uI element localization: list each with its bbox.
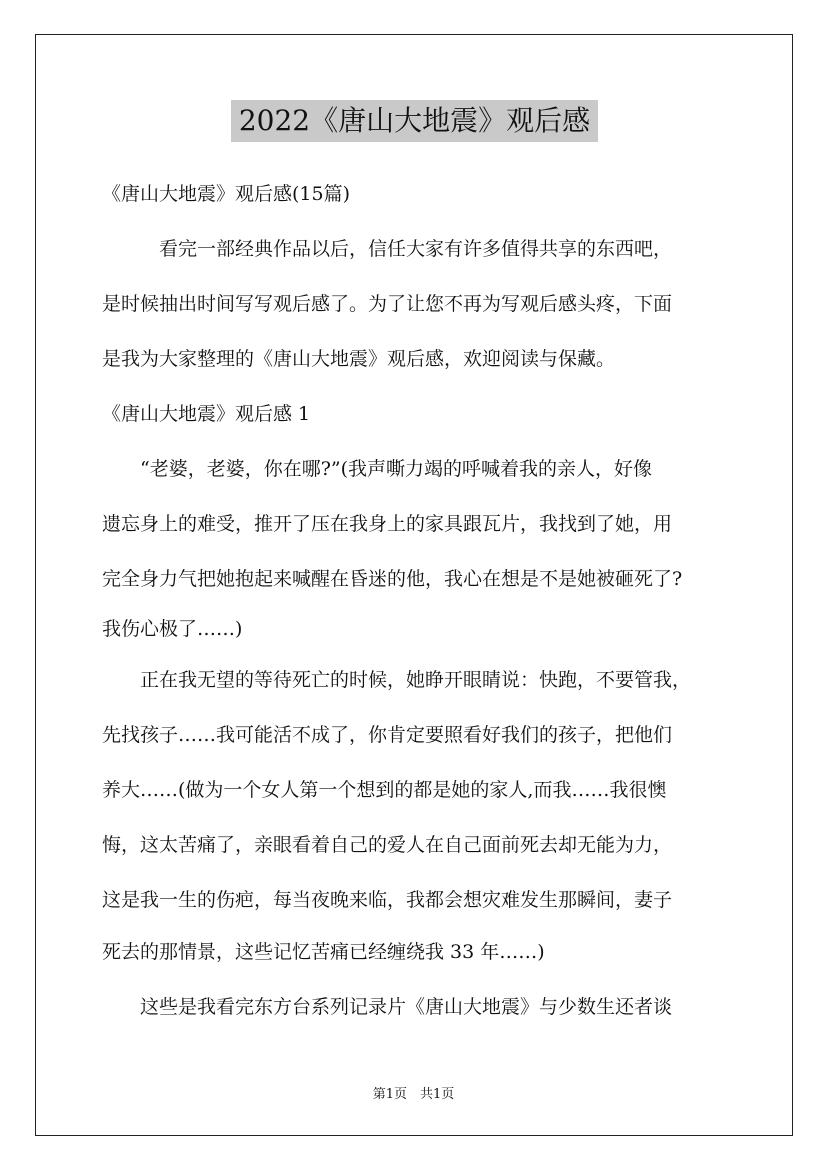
paragraph-line: 正在我无望的等待死亡的时候，她睁开眼睛说：快跑，不要管我，: [102, 669, 692, 691]
paragraph-line: “老婆，老婆，你在哪?”(我声嘶力竭的呼喊着我的亲人，好像: [102, 458, 653, 480]
paragraph-line: 完全身力气把她抱起来喊醒在昏迷的他，我心在想是不是她被砸死了?: [102, 568, 683, 590]
subtitle: 《唐山大地震》观后感(15篇): [102, 183, 351, 205]
intro-line: 是我为大家整理的《唐山大地震》观后感，欢迎阅读与保藏。: [102, 348, 616, 370]
section-heading: 《唐山大地震》观后感 1: [102, 403, 311, 425]
paragraph-line: 我伤心极了……): [102, 618, 243, 640]
intro-line: 是时候抽出时间写写观后感了。为了让您不再为写观后感头疼，下面: [102, 293, 673, 315]
intro-line: 看完一部经典作品以后，信任大家有许多值得共享的东西吧，: [102, 238, 673, 260]
page-footer: 第1页 共1页: [372, 1087, 455, 1102]
paragraph-line: 先找孩子……我可能活不成了，你肯定要照看好我们的孩子，把他们: [102, 724, 673, 746]
paragraph-line: 悔，这太苦痛了，亲眼看着自己的爱人在自己面前死去却无能为力，: [102, 834, 673, 856]
paragraph-line: 这是我一生的伤疤，每当夜晚来临，我都会想灾难发生那瞬间，妻子: [102, 889, 673, 911]
document-title: 2022《唐山大地震》观后感: [231, 100, 598, 142]
paragraph-line: 死去的那情景，这些记忆苦痛已经缠绕我 33 年……): [102, 941, 545, 963]
paragraph-line: 养大……(做为一个女人第一个想到的都是她的家人,而我……我很懊: [102, 779, 667, 801]
paragraph-line: 这些是我看完东方台系列记录片《唐山大地震》与少数生还者谈: [102, 996, 673, 1018]
paragraph-line: 遗忘身上的难受，推开了压在我身上的家具跟瓦片，我找到了她，用: [102, 513, 673, 535]
